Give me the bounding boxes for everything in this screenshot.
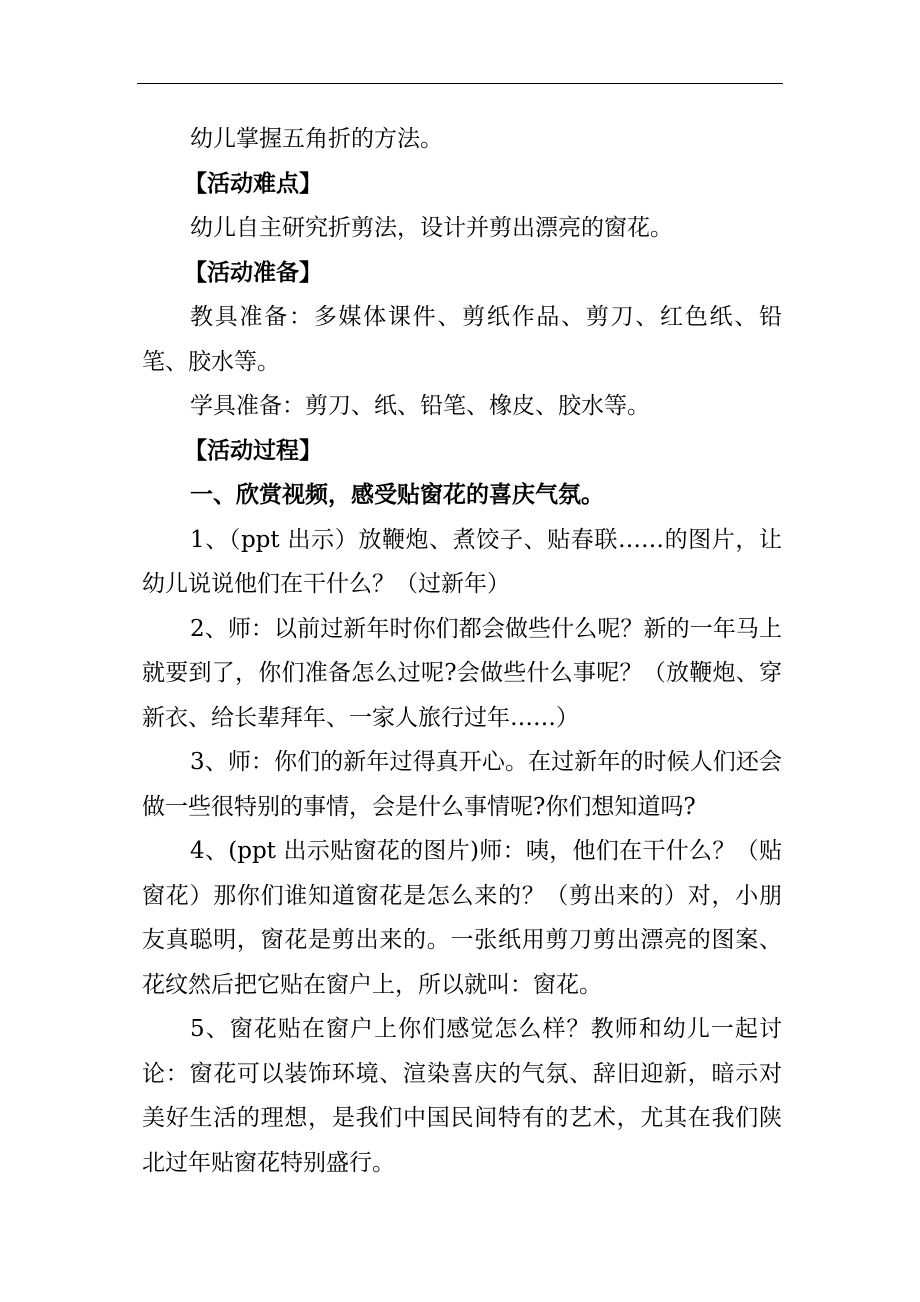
paragraph-step-4: 4、(ppt 出示贴窗花的图片)师：咦，他们在干什么？（贴窗花）那你们谁知道窗花是怎么来的？（剪出来的）对，小朋友真聪明，窗花是剪出来的。一张纸用剪刀剪出漂亮的图案、花纹然后把它贴在窗户上，所以就叫：窗花。 — [142, 838, 782, 998]
heading-difficulty: 【活动难点】 — [184, 169, 322, 197]
header-rule — [137, 83, 783, 84]
paragraph-student-materials: 学具准备：剪刀、纸、铅笔、橡皮、胶水等。 — [190, 393, 650, 419]
paragraph-teacher-materials: 教具准备：多媒体课件、剪纸作品、剪刀、红色纸、铅笔、胶水等。 — [142, 304, 782, 375]
paragraph-step-2: 2、师：以前过新年时你们都会做些什么呢？新的一年马上就要到了，你们准备怎么过呢?会做些什么事呢？（放鞭炮、穿新衣、给长辈拜年、一家人旅行过年……） — [142, 615, 782, 731]
paragraph-difficulty: 幼儿自主研究折剪法，设计并剪出漂亮的窗花。 — [190, 215, 673, 241]
section-heading-appreciate-video: 一、欣赏视频，感受贴窗花的喜庆气氛。 — [190, 481, 604, 508]
paragraph-step-5: 5、窗花贴在窗户上你们感觉怎么样？教师和幼儿一起讨论：窗花可以装饰环境、渲染喜庆的气氛、辞旧迎新，暗示对美好生活的理想，是我们中国民间特有的艺术，尤其在我们陕北过年贴窗花特别盛行。 — [142, 1016, 782, 1176]
paragraph-mastery: 幼儿掌握五角折的方法。 — [190, 126, 443, 152]
paragraph-step-3: 3、师：你们的新年过得真开心。在过新年的时候人们还会做一些很特别的事情，会是什么事情呢?你们想知道吗? — [142, 749, 782, 820]
heading-preparation: 【活动准备】 — [184, 258, 322, 286]
document-body — [142, 117, 782, 1185]
heading-process: 【活动过程】 — [184, 436, 322, 464]
paragraph-step-1: 1、（ppt 出示）放鞭炮、煮饺子、贴春联……的图片，让幼儿说说他们在干什么？（过新年） — [142, 526, 782, 597]
